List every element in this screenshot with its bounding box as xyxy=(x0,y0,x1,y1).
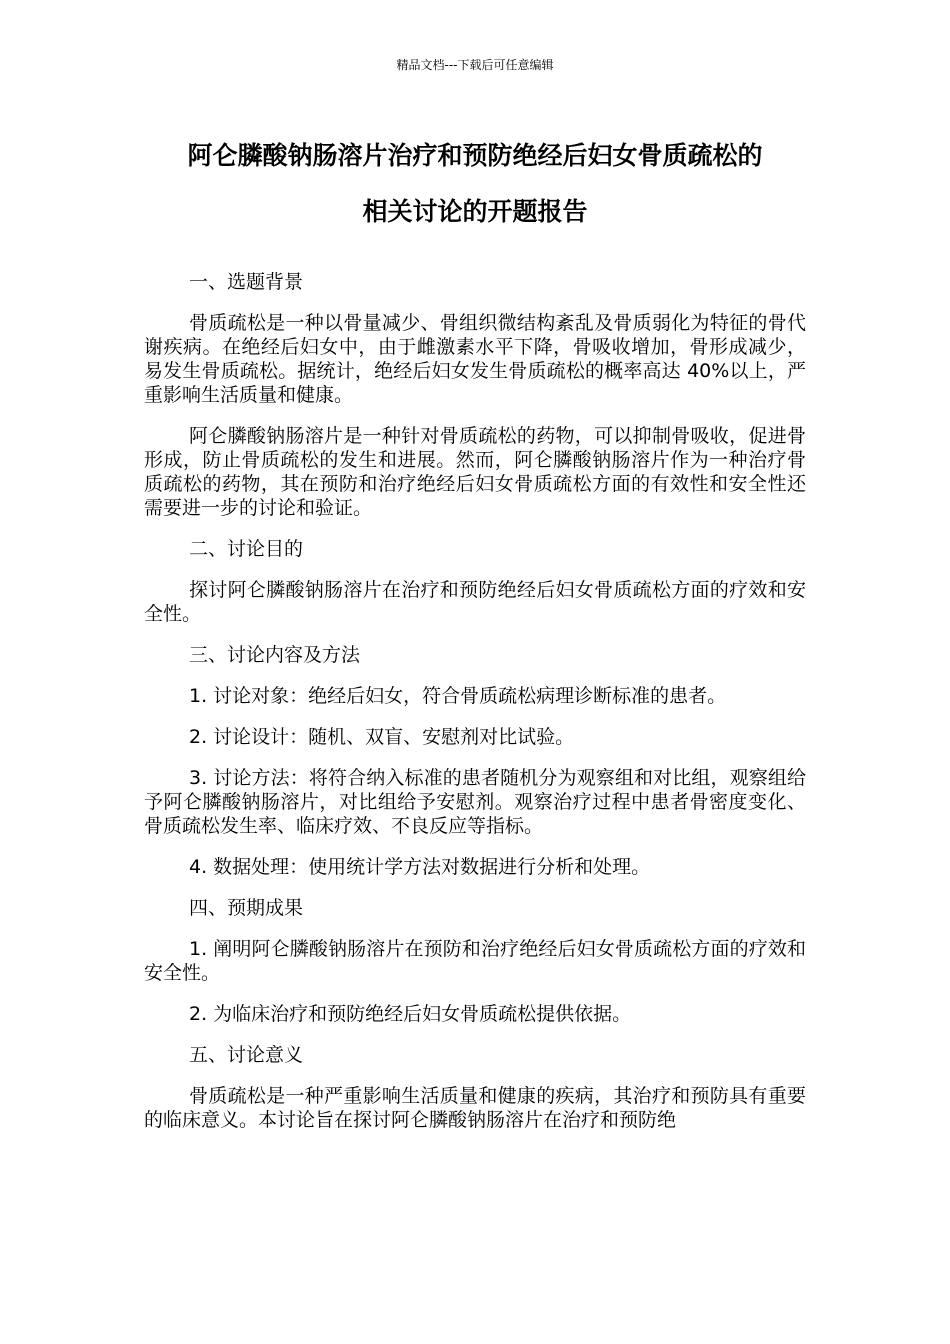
paragraph-methods-4: 4. 数据处理：使用统计学方法对数据进行分析和处理。 xyxy=(189,856,651,878)
document-body xyxy=(144,270,806,1149)
document-title-line-2: 相关讨论的开题报告 xyxy=(362,197,588,226)
section-heading-methods: 三、讨论内容及方法 xyxy=(189,644,361,666)
paragraph-methods-2: 2. 讨论设计：随机、双盲、安慰剂对比试验。 xyxy=(189,726,575,748)
paragraph-methods-1: 1. 讨论对象：绝经后妇女，符合骨质疏松病理诊断标准的患者。 xyxy=(189,685,727,707)
paragraph-outcomes-1: 1. 阐明阿仑膦酸钠肠溶片在预防和治疗绝经后妇女骨质疏松方面的疗效和安全性。 xyxy=(144,938,806,984)
section-heading-background: 一、选题背景 xyxy=(189,271,304,293)
paragraph-methods-3: 3. 讨论方法：将符合纳入标准的患者随机分为观察组和对比组，观察组给予阿仑膦酸钠肠溶片，对比组给予安慰剂。观察治疗过程中患者骨密度变化、骨质疏松发生率、临床疗效、不良反应等指标。 xyxy=(144,767,806,837)
paragraph-significance: 骨质疏松是一种严重影响生活质量和健康的疾病，其治疗和预防具有重要的临床意义。本讨论旨在探讨阿仑膦酸钠肠溶片在治疗和预防绝 xyxy=(144,1085,806,1131)
section-heading-purpose: 二、讨论目的 xyxy=(189,538,304,560)
paragraph-outcomes-2: 2. 为临床治疗和预防绝经后妇女骨质疏松提供依据。 xyxy=(189,1003,632,1025)
header-note: 精品文档---下载后可任意编辑 xyxy=(396,58,554,72)
paragraph-background-1: 骨质疏松是一种以骨量减少、骨组织微结构紊乱及骨质弱化为特征的骨代谢疾病。在绝经后妇女中，由于雌激素水平下降，骨吸收增加，骨形成减少，易发生骨质疏松。据统计，绝经后妇女发生骨质疏松的概率高达 40%以上，严重影响生活质量和健康。 xyxy=(144,312,806,406)
section-heading-outcomes: 四、预期成果 xyxy=(189,897,304,919)
paragraph-background-2: 阿仑膦酸钠肠溶片是一种针对骨质疏松的药物，可以抑制骨吸收，促进骨形成，防止骨质疏松的发生和进展。然而，阿仑膦酸钠肠溶片作为一种治疗骨质疏松的药物，其在预防和治疗绝经后妇女骨质疏松方面的有效性和安全性还需要进一步的讨论和验证。 xyxy=(144,425,806,519)
paragraph-purpose: 探讨阿仑膦酸钠肠溶片在治疗和预防绝经后妇女骨质疏松方面的疗效和安全性。 xyxy=(144,579,806,625)
document-title-line-1: 阿仑膦酸钠肠溶片治疗和预防绝经后妇女骨质疏松的 xyxy=(187,141,763,170)
section-heading-significance: 五、讨论意义 xyxy=(189,1044,304,1066)
